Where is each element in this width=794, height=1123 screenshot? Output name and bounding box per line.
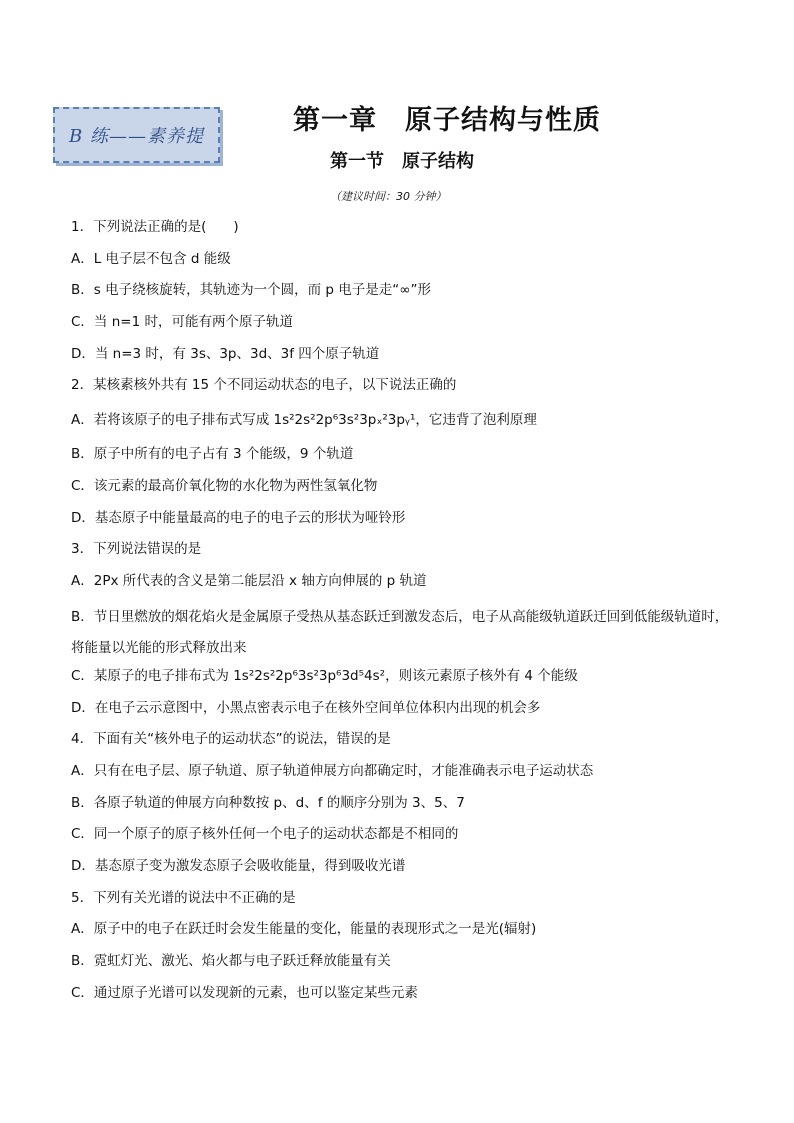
option-text: C．同一个原子的原子核外任何一个电子的运动状态都是不相同的 — [71, 826, 459, 843]
option-text: A．L 电子层不包含 d 能级 — [71, 250, 231, 267]
badge-label: B 练——素养提 — [69, 126, 204, 147]
option-text: B．各原子轨道的伸展方向种数按 p、d、f 的顺序分别为 3、5、7 — [71, 794, 465, 811]
option-text: B．霓虹灯光、激光、焰火都与电子跃迁释放能量有关 — [71, 953, 391, 970]
option-text: C．该元素的最高价氧化物的水化物为两性氢氧化物 — [71, 477, 378, 494]
question-stem: 2．某核素核外共有 15 个不同运动状态的电子，以下说法正确的 — [71, 377, 457, 394]
option-text: D．当 n=3 时，有 3s、3p、3d、3f 四个原子轨道 — [71, 345, 380, 362]
chapter-title: 第一章 原子结构与性质 — [293, 105, 601, 136]
option-text: B．节日里燃放的烟花焰火是金属原子受热从基态跃迁到激发态后，电子从高能级轨道跃迁回到低能级轨道时，将能量以光能的形式释放出来 — [71, 608, 729, 657]
option-text: B．s 电子绕核旋转，其轨迹为一个圆，而 p 电子是走“∞”形 — [71, 282, 431, 299]
option-text: C．某原子的电子排布式为 1s²2s²2p⁶3s²3p⁶3d⁵4s²，则该元素原子核外有 4 个能级 — [71, 667, 578, 684]
question-list — [71, 216, 731, 1014]
option-text: A．若将该原子的电子排布式写成 1s²2s²2p⁶3s²3pₓ²3pᵧ¹，它违背了泡利原理 — [71, 412, 537, 429]
question-stem: 3．下列说法错误的是 — [71, 541, 202, 558]
option-text: B．原子中所有的电子占有 3 个能级，9 个轨道 — [71, 446, 354, 463]
question-stem: 4．下面有关“核外电子的运动状态”的说法，错误的是 — [71, 731, 391, 748]
section-title: 第一节 原子结构 — [330, 151, 474, 172]
option-text: C．通过原子光谱可以发现新的元素，也可以鉴定某些元素 — [71, 984, 418, 1001]
question-stem: 5．下列有关光谱的说法中不正确的是 — [71, 889, 296, 906]
option-text: D．基态原子变为激发态原子会吸收能量，得到吸收光谱 — [71, 858, 406, 875]
option-text: D．基态原子中能量最高的电子的电子云的形状为哑铃形 — [71, 509, 406, 526]
option-text: A．2Px 所代表的含义是第二能层沿 x 轴方向伸展的 p 轨道 — [71, 572, 427, 589]
option-text: A．原子中的电子在跃迁时会发生能量的变化，能量的表现形式之一是光(辐射) — [71, 921, 537, 938]
option-text: D．在电子云示意图中，小黑点密表示电子在核外空间单位体积内出现的机会多 — [71, 699, 541, 716]
suggested-time: （建议时间：30 分钟） — [330, 190, 447, 203]
option-text: A．只有在电子层、原子轨道、原子轨道伸展方向都确定时，才能准确表示电子运动状态 — [71, 763, 594, 780]
question-stem: 1．下列说法正确的是( ) — [71, 219, 239, 235]
option-text: C．当 n=1 时，可能有两个原子轨道 — [71, 314, 293, 331]
